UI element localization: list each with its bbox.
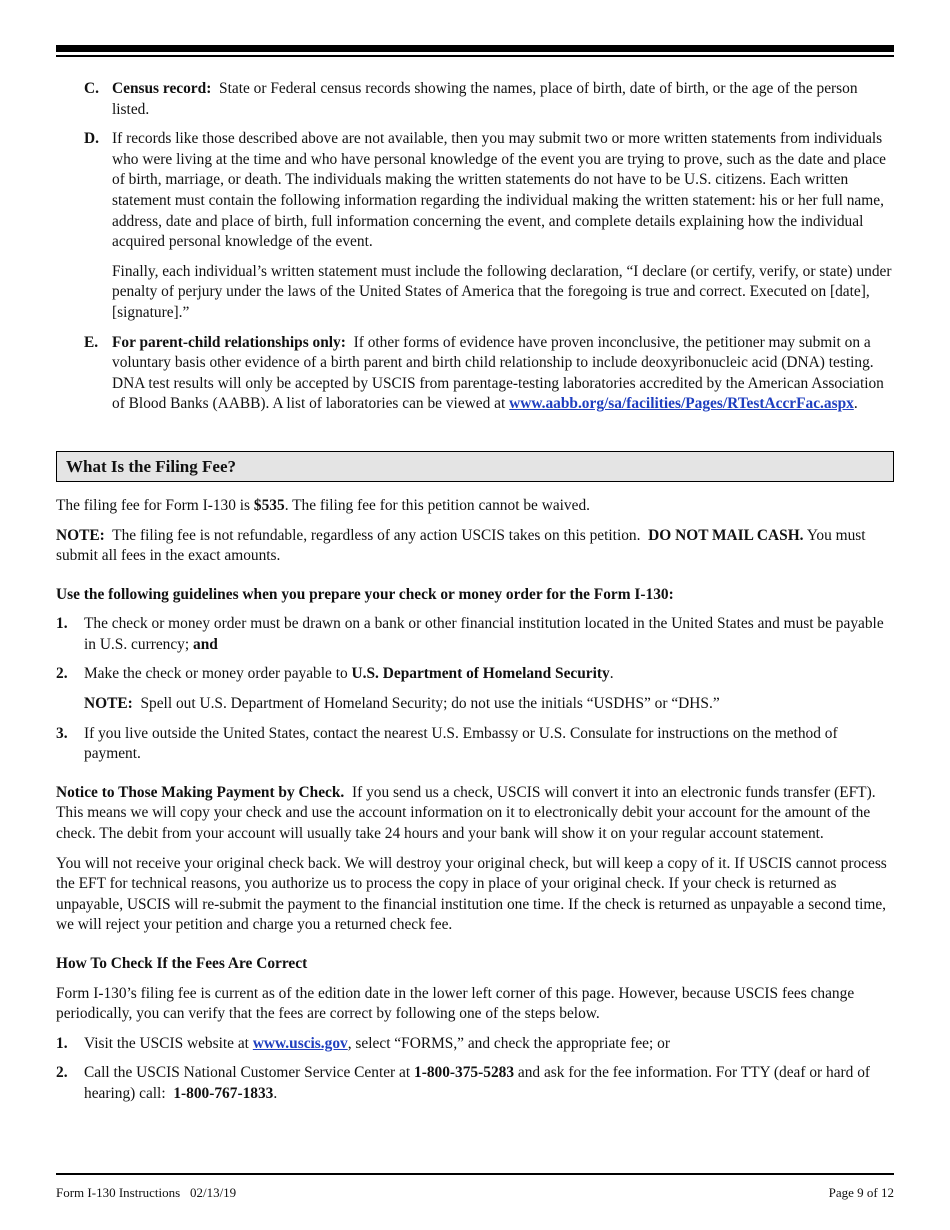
list-number: 1. — [56, 1034, 68, 1052]
payee-name: U.S. Department of Homeland Security — [351, 665, 610, 683]
item-text: If records like those described above are not available, then you may submit two or more written statements from individuals who were living at the time and who have personal knowledge of the event you are trying to prove, such as the date and place of birth, marriage, or death. The individuals making the written statements do not have to be U.S. citizens. Each written statement must contain the following information regarding the individual making the written statement: his or her full name, address, date and place of birth, full information concerning the event, and complete details explaining how the individual acquired personal knowledge of the event. — [112, 130, 886, 251]
note-end: You must submit all fees in the exact amounts. — [56, 526, 866, 565]
uscis-website-link[interactable]: www.uscis.gov — [252, 1034, 348, 1052]
fee-amount: $535 — [253, 496, 285, 514]
check-step-1 — [56, 1034, 894, 1055]
guidelines-heading: Use the following guidelines when you prepare your check or money order for the Form I-130: — [56, 585, 674, 603]
item-text: If other forms of evidence have proven inconclusive, the petitioner may submit on a voluntary basis other evidence of a birth parent and birth child relationship to include deoxyribonucleic acid (DNA) testing. DNA test results will only be accepted by USCIS from parentage-testing laboratories accredited by the American Association of Blood Banks (AABB). A list of laboratories can be viewed at — [112, 333, 884, 413]
note-bold: DO NOT MAIL CASH. — [648, 526, 804, 544]
guideline-end: . — [609, 665, 614, 683]
list-number: 2. — [56, 665, 68, 683]
check-notice-paragraph — [56, 783, 894, 845]
step-text: Visit the USCIS website at — [84, 1034, 249, 1052]
step-text-end: , select “FORMS,” and check the appropriate fee; or — [347, 1034, 670, 1052]
guideline-text: The check or money order must be drawn on a bank or other financial institution located in the United States and must be payable in U.S. currency; — [84, 615, 884, 653]
guideline-3 — [56, 724, 894, 765]
item-end: . — [853, 395, 858, 413]
aabb-link[interactable]: www.aabb.org/sa/facilities/Pages/RTestAccrFac.aspx — [509, 395, 854, 413]
fee-text: The filing fee for Form I-130 is — [56, 496, 251, 514]
check-step-2 — [56, 1063, 894, 1104]
item-title: For parent-child relationships only: — [112, 333, 346, 351]
filing-fee-line — [56, 496, 894, 517]
original-check-paragraph: You will not receive your original check back. We will destroy your original check, but will keep a copy of it. If USCIS cannot process the EFT for technical reasons, you authorize us to process the copy in place of your original check. If your check is returned as unpayable, USCIS will re-submit the payment to the financial institution one time. If the check is returned as unpayable a second time, we will reject your petition and charge you a returned check fee. — [56, 854, 887, 934]
item-letter: E. — [84, 333, 99, 351]
guideline-text: If you live outside the United States, contact the nearest U.S. Embassy or U.S. Consulate for instructions on the method of payment. — [84, 724, 838, 763]
item-c-census-record — [56, 79, 894, 120]
note-text: The filing fee is not refundable, regardless of any action USCIS takes on this petition. — [112, 526, 641, 544]
guideline-2 — [56, 664, 894, 685]
guideline-2-note — [56, 694, 894, 715]
guideline-1 — [56, 614, 894, 655]
page-content — [56, 79, 894, 1114]
note-label: NOTE: — [84, 695, 133, 713]
list-number: 1. — [56, 615, 68, 633]
top-thick-rule — [56, 45, 894, 52]
declaration-paragraph: Finally, each individual’s written statement must include the following declaration, “I declare (or certify, verify, or state) under penalty of perjury under the laws of the United States of America that the foregoing is true and correct. Executed on [date], [signature].” — [112, 262, 892, 321]
how-to-check-intro: Form I-130’s filing fee is current as of the edition date in the lower left corner of this page. However, because USCIS fees change periodically, you can verify that the fees are correct by following one of the steps below. — [56, 984, 855, 1023]
guideline-and: and — [193, 635, 218, 653]
check-notice-text: If you send us a check, USCIS will convert it into an electronic funds transfer (EFT). This means we will copy your check and use the account information on it to electronically debit your account for the amount of the check. The debit from your account will usually take 24 hours and your bank will show it on your regular account statement. — [56, 783, 876, 843]
item-title: Census record: — [112, 80, 212, 97]
step-text-end: . — [273, 1084, 278, 1102]
step-text: Call the USCIS National Customer Service Center at — [84, 1064, 411, 1082]
note-text: Spell out U.S. Department of Homeland Security; do not use the initials “USDHS” or “DHS.” — [140, 695, 720, 713]
step-text-mid: and ask for the fee information. For TTY (deaf or hard of hearing) call: — [84, 1064, 871, 1102]
item-letter: D. — [84, 130, 99, 148]
footer-form-edition: Form I-130 Instructions 02/13/19 — [56, 1185, 237, 1200]
item-text: State or Federal census records showing the names, place of birth, date of birth, or the age of the person listed. — [112, 80, 858, 118]
how-to-check-heading: How To Check If the Fees Are Correct — [56, 955, 308, 972]
list-number: 3. — [56, 724, 68, 742]
guideline-text: Make the check or money order payable to — [84, 665, 348, 683]
item-letter: C. — [84, 80, 99, 97]
item-e-parent-child — [56, 333, 894, 415]
note-label: NOTE: — [56, 526, 105, 544]
list-number: 2. — [56, 1064, 68, 1082]
fee-note — [56, 526, 894, 567]
section-header-filing-fee: What Is the Filing Fee? — [56, 451, 894, 482]
service-center-phone: 1-800-375-5283 — [414, 1064, 515, 1082]
fee-text-end: . The filing fee for this petition cannot be waived. — [284, 496, 590, 514]
footer-rule — [56, 1173, 894, 1175]
tty-phone: 1-800-767-1833 — [173, 1084, 274, 1102]
top-thin-rule — [56, 55, 894, 57]
footer-page-number: Page 9 of 12 — [828, 1185, 894, 1200]
item-d-written-statements — [56, 129, 894, 253]
check-notice-title: Notice to Those Making Payment by Check. — [56, 783, 345, 801]
